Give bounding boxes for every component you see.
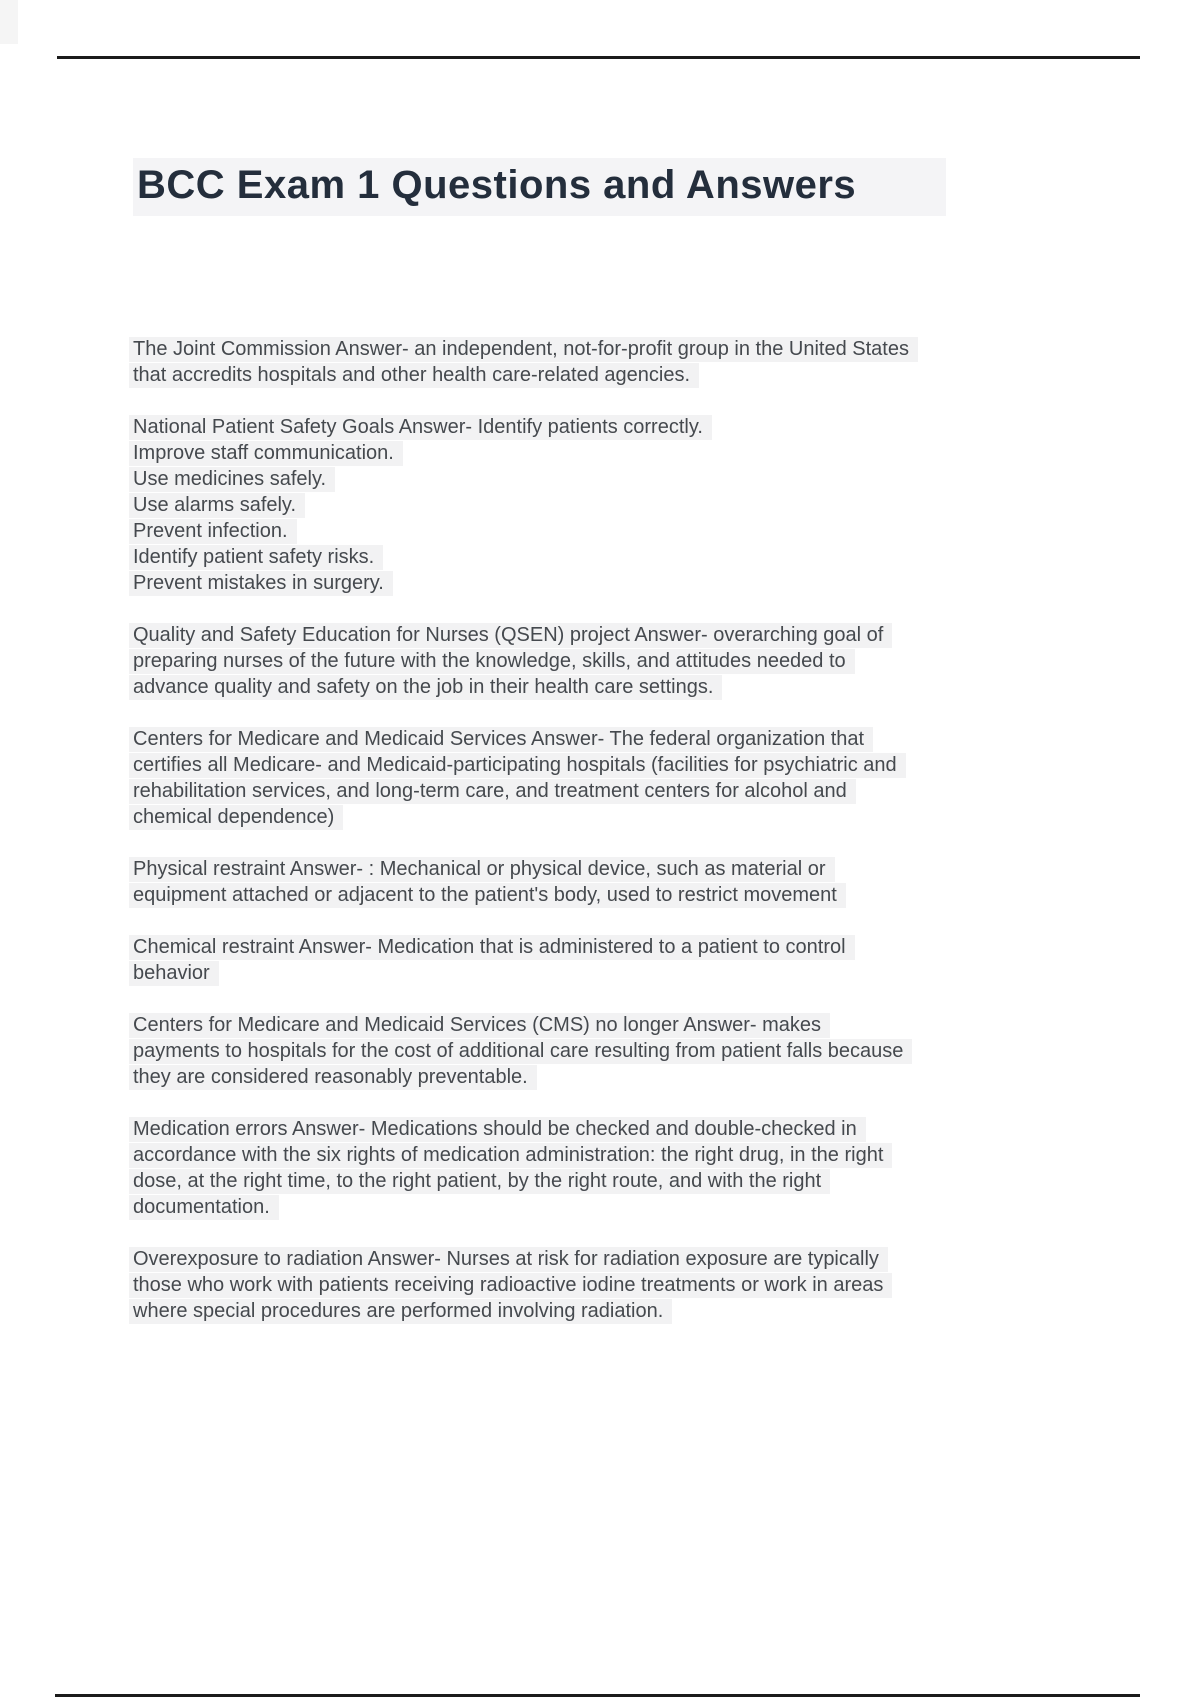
text-line: documentation. xyxy=(133,1194,1143,1220)
document-body xyxy=(133,336,1143,1350)
text-line: Use alarms safely. xyxy=(133,492,1143,518)
text-line: advance quality and safety on the job in their health care settings. xyxy=(133,674,1143,700)
text-line: Centers for Medicare and Medicaid Services Answer- The federal organization that xyxy=(133,726,1143,752)
paragraphs xyxy=(133,336,1143,1324)
text-line: Identify patient safety risks. xyxy=(133,544,1143,570)
text-line: dose, at the right time, to the right patient, by the right route, and with the right xyxy=(133,1168,1143,1194)
paragraph xyxy=(133,1116,1143,1220)
text-line: Medication errors Answer- Medications should be checked and double-checked in xyxy=(133,1116,1143,1142)
text-line: Centers for Medicare and Medicaid Services (CMS) no longer Answer- makes xyxy=(133,1012,1143,1038)
page-title-text: BCC Exam 1 Questions and Answers xyxy=(133,158,946,216)
text-line: Chemical restraint Answer- Medication that is administered to a patient to control xyxy=(133,934,1143,960)
bottom-rule xyxy=(55,1694,1140,1697)
text-line: Overexposure to radiation Answer- Nurses at risk for radiation exposure are typically xyxy=(133,1246,1143,1272)
text-line: certifies all Medicare- and Medicaid-participating hospitals (facilities for psychiatric and xyxy=(133,752,1143,778)
text-line: rehabilitation services, and long-term care, and treatment centers for alcohol and xyxy=(133,778,1143,804)
text-line: they are considered reasonably preventable. xyxy=(133,1064,1143,1090)
text-line: Prevent mistakes in surgery. xyxy=(133,570,1143,596)
text-line: chemical dependence) xyxy=(133,804,1143,830)
text-line: Physical restraint Answer- : Mechanical or physical device, such as material or xyxy=(133,856,1143,882)
text-line: behavior xyxy=(133,960,1143,986)
top-rule xyxy=(57,56,1140,59)
text-line: those who work with patients receiving radioactive iodine treatments or work in areas xyxy=(133,1272,1143,1298)
paragraph xyxy=(133,856,1143,908)
text-line: Use medicines safely. xyxy=(133,466,1143,492)
paragraph xyxy=(133,726,1143,830)
paragraph xyxy=(133,414,1143,596)
text-line: accordance with the six rights of medication administration: the right drug, in the right xyxy=(133,1142,1143,1168)
text-line: Improve staff communication. xyxy=(133,440,1143,466)
text-line: National Patient Safety Goals Answer- Identify patients correctly. xyxy=(133,414,1143,440)
paragraph xyxy=(133,622,1143,700)
paragraph xyxy=(133,1012,1143,1090)
text-line: that accredits hospitals and other health care-related agencies. xyxy=(133,362,1143,388)
text-line: where special procedures are performed involving radiation. xyxy=(133,1298,1143,1324)
paragraph xyxy=(133,1246,1143,1324)
paragraph xyxy=(133,336,1143,388)
text-line: Prevent infection. xyxy=(133,518,1143,544)
text-line: payments to hospitals for the cost of additional care resulting from patient falls because xyxy=(133,1038,1143,1064)
text-line: equipment attached or adjacent to the patient's body, used to restrict movement xyxy=(133,882,1143,908)
corner-artifact xyxy=(0,0,18,44)
text-line: Quality and Safety Education for Nurses (QSEN) project Answer- overarching goal of xyxy=(133,622,1143,648)
paragraph xyxy=(133,934,1143,986)
text-line: The Joint Commission Answer- an independent, not-for-profit group in the United States xyxy=(133,336,1143,362)
page-title xyxy=(133,158,946,216)
text-line: preparing nurses of the future with the knowledge, skills, and attitudes needed to xyxy=(133,648,1143,674)
